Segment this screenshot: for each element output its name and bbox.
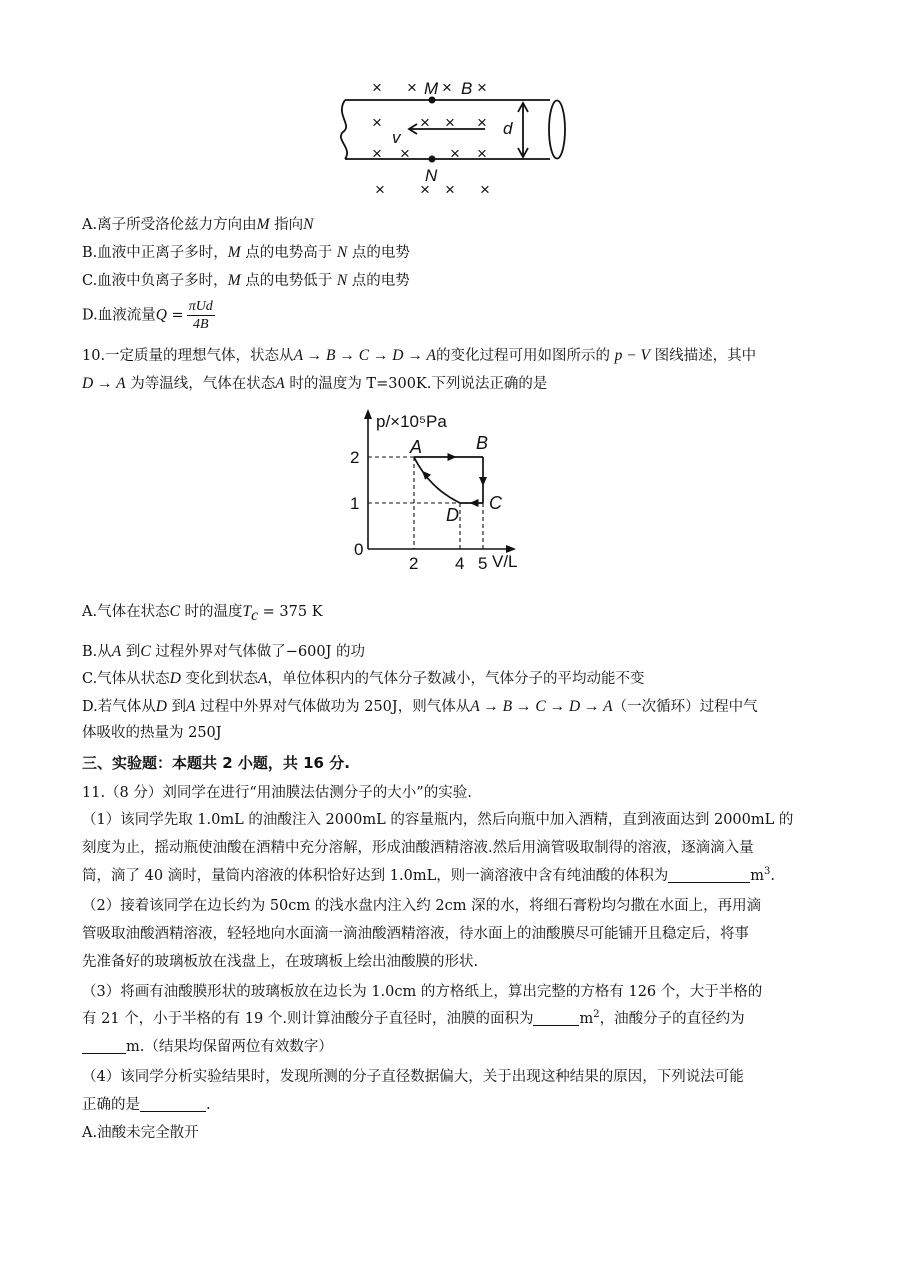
q10-option-b: B.从A 到C 过程外界对气体做了−600J 的功 <box>82 643 366 660</box>
x-tick-label: 2 <box>409 554 419 573</box>
q10-option-d-line2: 体吸收的热量为 250J <box>82 725 222 741</box>
q11-p2-line2: 管吸取油酸酒精溶液，轻轻地向水面滴一滴油酸酒精溶液，待水面上的油酸膜尽可能铺开且稳定后，将事 <box>82 926 749 942</box>
q11-p2-line3: 先准备好的玻璃板放在浅盘上，在玻璃板上绘出油酸膜的形状. <box>82 954 479 970</box>
label-N: N <box>425 166 438 185</box>
cross-mark: × <box>442 78 452 97</box>
label-B: B <box>461 79 473 98</box>
arrow-b-c <box>479 477 487 486</box>
x-tick-label: 4 <box>455 554 465 573</box>
label-v: v <box>392 128 401 147</box>
point-label-c: C <box>489 493 502 513</box>
cross-mark: × <box>477 113 487 132</box>
flow-fraction: $\frac{\text{πUd}}{4B}$ <box>188 299 213 332</box>
cross-mark: × <box>445 180 455 199</box>
q9-option-c: C.血液中负离子多时，M 点的电势低于 N 点的电势 <box>82 272 410 289</box>
answer-blank[interactable] <box>668 867 750 883</box>
cross-mark: × <box>450 144 460 163</box>
q11-p2-line1: （2）接着该同学在边长约为 50cm 的浅水盘内注入约 2cm 深的水，将细石膏粉均匀撒在水面上，再用滴 <box>82 898 762 914</box>
q11-option-a: A.油酸未完全散开 <box>82 1125 199 1141</box>
answer-blank[interactable] <box>533 1010 579 1026</box>
cross-mark: × <box>445 113 455 132</box>
cross-mark: × <box>477 144 487 163</box>
y-axis-arrow <box>364 409 372 419</box>
answer-blank[interactable] <box>82 1038 126 1054</box>
label-d: d <box>503 119 513 138</box>
cross-mark: × <box>372 144 382 163</box>
cross-mark: × <box>400 144 410 163</box>
q11-p3-line2: 有 21 个，小于半格的有 19 个.则计算油酸分子直径时，油膜的面积为 $m^2$，油酸分子的直径约为 <box>82 1009 745 1027</box>
cross-mark: × <box>420 113 430 132</box>
q11-p4-line1: （4）该同学分析实验结果时，发现所测的分子直径数据偏大，关于出现这种结果的原因，下列说法可能 <box>82 1069 744 1085</box>
q10-option-a: A.气体在状态C 时的温度$T_c = 375$ K <box>82 603 323 624</box>
x-tick-label: 5 <box>478 554 488 573</box>
q11-p1-line2: 刻度为止，摇动瓶使油酸在酒精中充分溶解，形成油酸酒精溶液.然后用滴管吸取制得的溶液，逐滴滴入量 <box>82 840 754 856</box>
cross-mark: × <box>372 113 382 132</box>
section-title: 三、实验题：本题共 2 小题，共 16 分. <box>82 754 350 772</box>
arrow-c-d <box>470 499 479 507</box>
cross-mark: × <box>477 78 487 97</box>
point-label-a: A <box>410 437 423 457</box>
q11-p3-line1: （3）将画有油酸膜形状的玻璃板放在边长为 1.0cm 的方格纸上，算出完整的方格有 126 个，大于半格的 <box>82 984 763 1000</box>
x-axis-label: V/L <box>492 552 518 571</box>
q9-option-a: A.离子所受洛伦兹力方向由M 指向N <box>82 216 314 233</box>
pv-chart <box>330 405 560 580</box>
arrow-d-a <box>422 471 431 480</box>
q11-intro: 11.（8 分）刘同学在进行“用油膜法估测分子的大小”的实验. <box>82 785 472 801</box>
point-label-b: B <box>476 433 489 453</box>
cross-mark: × <box>407 78 417 97</box>
q10-option-c: C.气体从状态D 变化到状态A，单位体积内的气体分子数减小，气体分子的平均动能不变 <box>82 670 645 687</box>
segment-d-a-isotherm <box>414 457 460 503</box>
y-tick-label: 2 <box>350 448 360 467</box>
q11-p4-line2: 正确的是 . <box>82 1097 211 1113</box>
arrow-a-b <box>448 453 457 461</box>
q11-p3-line3: m.（结果均保留两位有效数字） <box>82 1037 830 1057</box>
q10-stem-line2: D → A 为等温线，气体在状态A 时的温度为 T=300K.下列说法正确的是 <box>82 375 548 392</box>
q11-p1-line3: 筒，滴了 40 滴时，量筒内溶液的体积恰好达到 1.0mL，则一滴溶液中含有纯油酸的体积为 $m^3$. <box>82 866 775 884</box>
cross-mark: × <box>480 180 490 199</box>
answer-blank[interactable] <box>140 1096 206 1112</box>
label-M: M <box>424 79 439 98</box>
q10-stem-line1: 10.一定质量的理想气体，状态从A → B → C → D → A的变化过程可用如图所示的 p − V 图线描述，其中 <box>82 347 757 364</box>
q11-p1-line1: （1）该同学先取 1.0mL 的油酸注入 2000mL 的容量瓶内，然后向瓶中加入酒精，直到液面达到 2000mL 的 <box>82 812 794 828</box>
blood-vessel-figure <box>325 70 585 205</box>
y-tick-label: 1 <box>350 494 360 513</box>
point-label-d: D <box>446 505 459 525</box>
q9-option-d: D.血液流量Q = $\frac{\text{πUd}}{4B}$ <box>82 299 213 332</box>
q10-option-d-line1: D.若气体从D 到A 过程中外界对气体做功为 250J，则气体从A → B → C → D → A（一次循环）过程中气 <box>82 698 758 715</box>
y-axis-label: p/×10⁵Pa <box>376 412 447 431</box>
cross-mark: × <box>420 180 430 199</box>
q9-option-b: B.血液中正离子多时，M 点的电势高于 N 点的电势 <box>82 244 410 261</box>
origin-label: 0 <box>354 540 364 559</box>
cross-mark: × <box>375 180 385 199</box>
cross-mark: × <box>372 78 382 97</box>
